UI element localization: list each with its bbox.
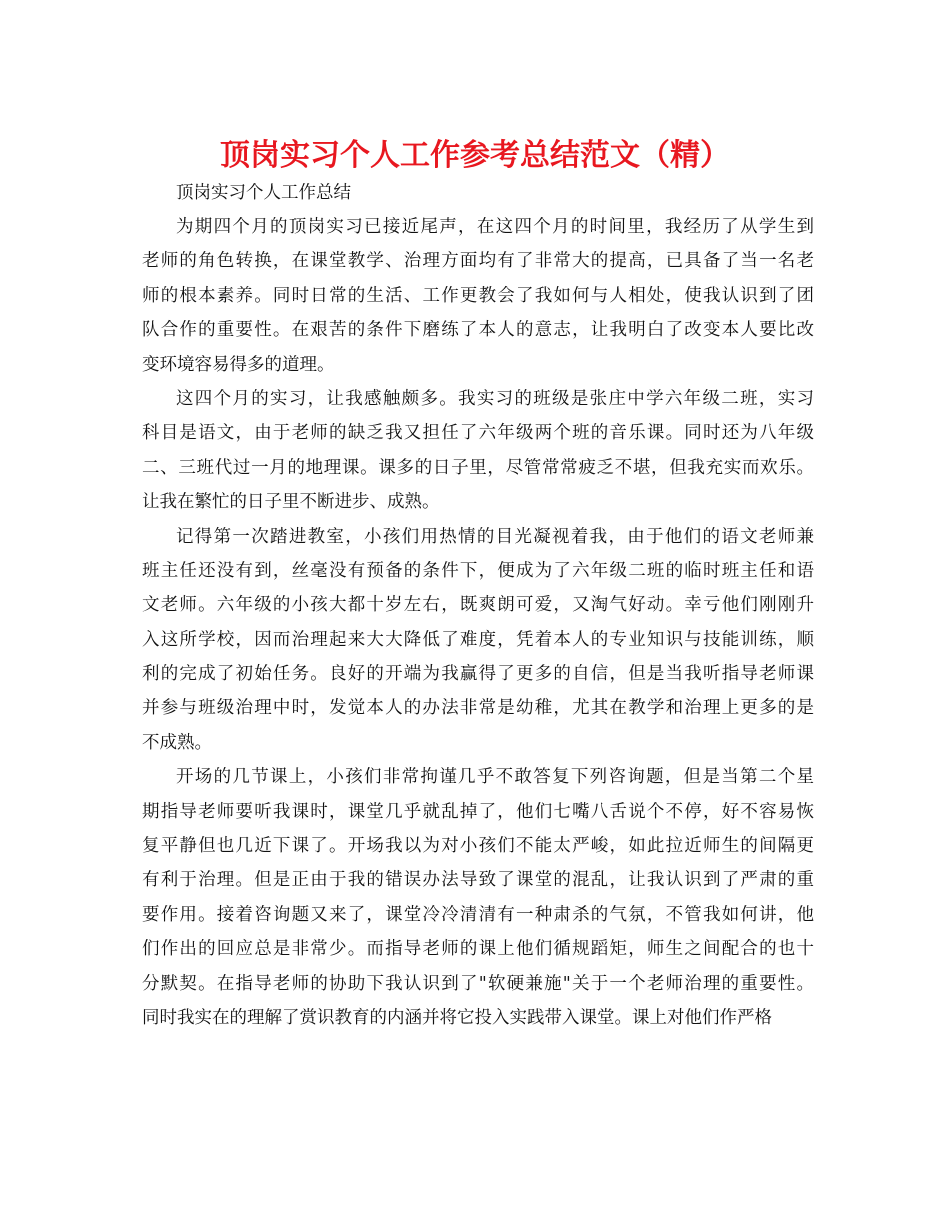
paragraph-line: 期指导老师要听我课时，课堂几乎就乱掉了，他们七嘴八舌说个不停，好不容易恢: [142, 801, 814, 822]
paragraph-line: 让我在繁忙的日子里不断进步、成熟。: [142, 492, 440, 513]
paragraph-line: 这四个月的实习，让我感触颇多。我实习的班级是张庄中学六年级二班，实习: [176, 388, 814, 409]
paragraph-line: 分默契。在指导老师的协助下我认识到了"软硬兼施"关于一个老师治理的重要性。: [142, 973, 814, 994]
document-subtitle: 顶岗实习个人工作总结: [176, 183, 351, 203]
paragraph-line: 利的完成了初始任务。良好的开端为我赢得了更多的自信，但是当我听指导老师课: [142, 664, 814, 685]
paragraph-line: 班主任还没有到，丝毫没有预备的条件下，便成为了六年级二班的临时班主任和语: [142, 560, 814, 581]
paragraph-line: 二、三班代过一月的地理课。课多的日子里，尽管常常疲乏不堪，但我充实而欢乐。: [142, 457, 814, 478]
paragraph: [142, 760, 814, 1035]
paragraph-line: 同时我实在的理解了赏识教育的内涵并将它投入实践带入课堂。课上对他们作严格: [142, 1007, 772, 1028]
document-body: [142, 210, 814, 1035]
paragraph-line: 为期四个月的顶岗实习已接近尾声，在这四个月的时间里，我经历了从学生到: [176, 217, 814, 237]
paragraph-line: 入这所学校，因而治理起来大大降低了难度，凭着本人的专业知识与技能训练，顺: [142, 629, 814, 650]
paragraph: [142, 210, 814, 382]
paragraph-line: 开场的几节课上，小孩们非常拘谨几乎不敢答复下列咨询题，但是当第二个星: [176, 767, 814, 788]
paragraph-line: 科目是语文，由于老师的缺乏我又担任了六年级两个班的音乐课。同时还为八年级: [142, 423, 814, 444]
paragraph-line: 队合作的重要性。在艰苦的条件下磨练了本人的意志，让我明白了改变本人要比改: [142, 320, 814, 341]
paragraph: [142, 382, 814, 520]
paragraph-line: 变环境容易得多的道理。: [142, 354, 335, 375]
document-title: 顶岗实习个人工作参考总结范文（精）: [220, 138, 730, 173]
paragraph-line: 记得第一次踏进教室，小孩们用热情的目光凝视着我，由于他们的语文老师兼: [176, 526, 814, 547]
paragraph-line: 文老师。六年级的小孩大都十岁左右，既爽朗可爱，又淘气好动。幸亏他们刚刚升: [142, 595, 814, 616]
paragraph-line: 要作用。接着咨询题又来了，课堂冷冷清清有一种肃杀的气氛，不管我如何讲，他: [142, 904, 814, 925]
paragraph-line: 不成熟。: [142, 732, 212, 753]
paragraph: [142, 520, 814, 761]
paragraph-line: 们作出的回应总是非常少。而指导老师的课上他们循规蹈矩，师生之间配合的也十: [142, 939, 814, 960]
paragraph-line: 老师的角色转换，在课堂教学、治理方面均有了非常大的提高，已具备了当一名老: [142, 251, 814, 272]
paragraph-line: 有利于治理。但是正由于我的错误办法导致了课堂的混乱，让我认识到了严肃的重: [142, 870, 814, 891]
paragraph-line: 师的根本素养。同时日常的生活、工作更教会了我如何与人相处，使我认识到了团: [142, 285, 814, 306]
paragraph-line: 并参与班级治理中时，发觉本人的办法非常是幼稚，尤其在教学和治理上更多的是: [142, 698, 814, 719]
paragraph-line: 复平静但也几近下课了。开场我以为对小孩们不能太严峻，如此拉近师生的间隔更: [142, 836, 814, 857]
